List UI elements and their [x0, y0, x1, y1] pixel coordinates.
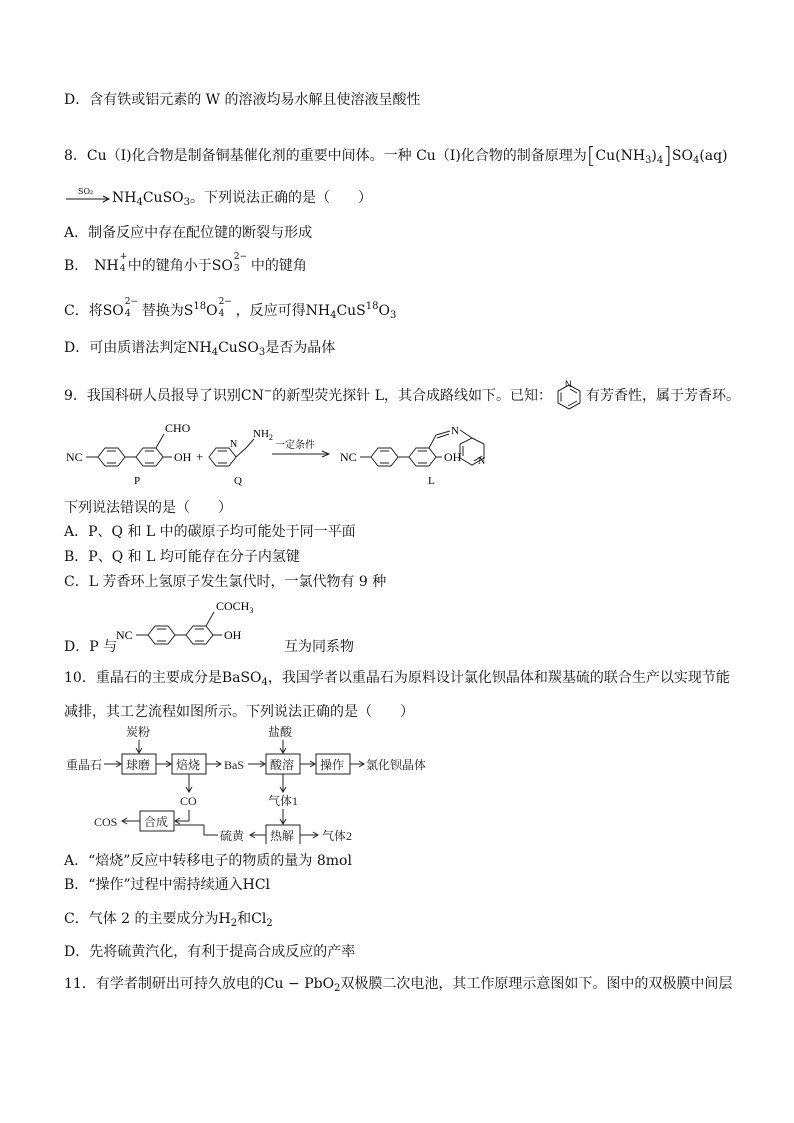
q9-option-c: C．L 芳香环上氢原子发生氯代时，一氯代物有 9 种 — [64, 574, 387, 590]
flow-acid: 盐酸 — [268, 725, 293, 739]
q7-option-d: D．含有铁或铝元素的 W 的溶液均易水解且使溶液呈酸性 — [64, 92, 421, 108]
q9-option-b: B．P、Q 和 L 均可能存在分子内氢键 — [64, 549, 300, 565]
q8-bracket-open: [ — [586, 144, 596, 169]
flow-pyro: 热解 — [270, 829, 295, 843]
flow-operate: 操作 — [320, 758, 345, 772]
q8-reaction-arrow: SO₂ — [64, 188, 112, 208]
flow-ore: 重晶石 — [66, 758, 103, 772]
q9-option-d-post: 互为同系物 — [284, 639, 354, 655]
q-n-label: N — [230, 439, 238, 450]
d-coch3-label: $COCH_3$ — [216, 599, 254, 615]
arrow-icon — [64, 188, 112, 208]
flow-mill: 球磨 — [126, 758, 151, 772]
label-p: P — [134, 475, 141, 487]
q9-ask: 下列说法错误的是（ ） — [64, 500, 232, 516]
q8-option-d: D．可由质谱法判定$NH_4CuSO_3$是否为晶体 — [64, 340, 336, 358]
flow-co: CO — [180, 794, 197, 808]
l-py-n-label: N — [478, 456, 486, 467]
q9-option-d-pre: D．P 与 — [64, 639, 118, 655]
d-nc-label: NC — [116, 628, 133, 642]
q8-option-c: C．将SO 2− 4 替换为$S^{18}O$ 2− 4 ，反应可得$NH_4CuS^{18}O_3$ — [64, 297, 397, 321]
q9-stem: 9．我国科研人员报导了识别CN−的新型荧光探针 L，其合成路线如下。已知： N 有芳香性，属于芳香环。 — [64, 382, 740, 406]
flow-roast: 焙烧 — [176, 758, 201, 772]
d-oh-label: OH — [224, 628, 242, 642]
q9-option-a: A．P、Q 和 L 中的碳原子均可能处于同一平面 — [64, 524, 356, 540]
q10-stem-line2: 减排，其工艺流程如图所示。下列说法正确的是（ ） — [64, 704, 414, 720]
q8-stem-line1: 8．Cu（Ⅰ)化合物是制备铜基催化剂的重要中间体。一种 Cu（Ⅰ)化合物的制备原理为$[Cu(NH_3)_4]SO_4(aq)$ — [64, 144, 728, 169]
l-n-label: N — [451, 425, 459, 437]
q10-option-d: D．先将硫黄汽化，有利于提高合成反应的产率 — [64, 944, 356, 960]
p-nc-label: NC — [66, 450, 83, 464]
q8-bracket-close: ] — [663, 144, 672, 169]
flow-dissolve: 酸溶 — [270, 758, 295, 772]
p-oh-label: OH — [174, 450, 192, 464]
flow-carbon: 炭粉 — [126, 725, 151, 739]
label-l: L — [428, 475, 435, 487]
plus-sign: + — [196, 449, 204, 464]
q9-option-d-structure — [114, 598, 284, 654]
q9-synthesis-scheme — [64, 418, 514, 490]
p-cho-label: CHO — [165, 421, 191, 435]
flow-bas: BaS — [224, 758, 245, 772]
flow-gas2: 气体2 — [322, 829, 353, 843]
q10-option-a: A．“焙烧”反应中转移电子的物质的量为 8mol — [64, 853, 352, 869]
flow-synth: 合成 — [144, 815, 169, 829]
q8-stem-line2: SO₂ $NH_4CuSO_3$。下列说法正确的是（ ） — [64, 188, 372, 213]
arrow-condition: 一定条件 — [275, 440, 315, 451]
q8-stem-text: 8．Cu（Ⅰ)化合物是制备铜基催化剂的重要中间体。一种 Cu（Ⅰ)化合物的制备原理为 — [64, 148, 587, 164]
q11-stem: 11．有学者制研出可持久放电的Cu − PbO$_2$双极膜二次电池，其工作原理示意图如下。图中的双极膜中间层 — [64, 976, 733, 994]
flow-gas1: 气体1 — [268, 794, 299, 808]
q10-option-b: B．“操作”过程中需持续通入HCl — [64, 877, 271, 893]
flow-sulfur: 硫黄 — [220, 829, 245, 843]
l-nc-label: NC — [340, 450, 357, 464]
q-nh2-label: $NH_2$ — [253, 428, 273, 442]
flow-product: 氯化钡晶体 — [366, 758, 427, 772]
q8-option-a: A．制备反应中存在配位键的断裂与形成 — [64, 225, 313, 241]
q10-process-flow — [64, 722, 444, 844]
q8-option-b: B． NH + 4 中的键角小于SO 2− 3 中的键角 — [64, 252, 307, 274]
label-q: Q — [234, 475, 242, 487]
q10-stem-line1: 10．重晶石的主要成分是BaSO$_4$，我国学者以重晶石为原料设计氯化钡晶体和羰基硫的联合生产以实现节能 — [64, 670, 730, 688]
l-oh-label: OH — [444, 450, 462, 464]
q10-option-c: C．气体 2 的主要成分为$H_2$和$Cl_2$ — [64, 911, 273, 929]
flow-cos: COS — [94, 815, 118, 829]
pyridine-ring: N — [552, 386, 586, 406]
